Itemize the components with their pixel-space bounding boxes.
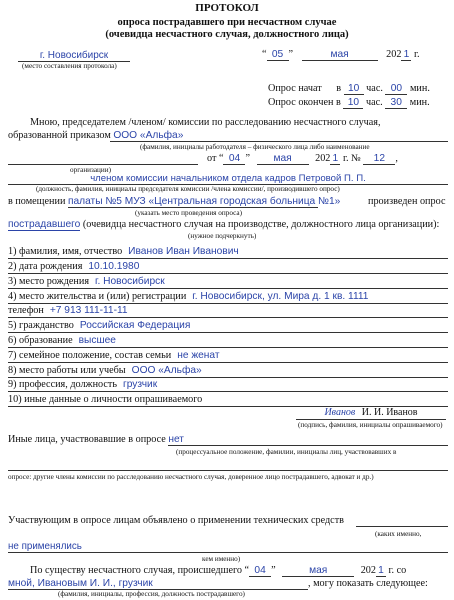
others-caption: (процессуальное положение, фамилии, инициалы лиц, участвовавших в bbox=[176, 448, 397, 456]
field-label: телефон bbox=[8, 305, 44, 316]
victim-caption: (нужное подчеркнуть) bbox=[188, 232, 257, 240]
tech-line: Участвующим в опросе лицам объявлено о применении технических средств bbox=[8, 515, 344, 526]
end-time: Опрос окончен в 10 час. 30 мин. bbox=[268, 97, 430, 108]
signature-caption: (подпись, фамилия, инициалы опрашиваемого) bbox=[298, 421, 443, 429]
org-line bbox=[8, 153, 198, 165]
field-label: 9) профессия, должность bbox=[8, 379, 118, 390]
tech-value: не применялись bbox=[8, 541, 82, 552]
field-label: 8) место работы или учебы bbox=[8, 365, 126, 376]
field-label: 7) семейное положение, состав семьи bbox=[8, 350, 172, 361]
field-row bbox=[8, 365, 448, 378]
start-time: Опрос начат в 10 час. 00 мин. bbox=[268, 83, 430, 94]
bottom-line: По существу несчастного случая, происшедшего “ 04 ” мая 202 1 г. со bbox=[30, 565, 407, 576]
field-row bbox=[8, 394, 448, 407]
org-caption: организации) bbox=[70, 166, 111, 174]
others-caption-2: опросе: другие члены комиссии по расследованию несчастного случая, доверенное лицо пострадавшего, адвокат и др.) bbox=[8, 473, 374, 481]
field-value: грузчик bbox=[123, 379, 158, 390]
field-row bbox=[8, 276, 448, 289]
order-date: от “ 04 ” мая 202 1 г. № 12 , bbox=[207, 153, 398, 164]
protocol-date: “ 05 ” мая 202 1 г. bbox=[262, 49, 420, 60]
field-label: 10) иные данные о личности опрашиваемого bbox=[8, 394, 203, 405]
room-caption: (указать место проведения опроса) bbox=[135, 209, 242, 217]
intro-line-2: образованной приказом ООО «Альфа» bbox=[8, 130, 184, 141]
field-row bbox=[8, 320, 448, 333]
member-value: членом комиссии начальником отдела кадров Петровой П. П. bbox=[8, 173, 448, 185]
field-value: не женат bbox=[177, 350, 220, 361]
field-row bbox=[8, 350, 448, 363]
field-label: 4) место жительства и (или) регистрации bbox=[8, 291, 187, 302]
others-line: Иные лица, участвовавшие в опросе нет bbox=[8, 434, 184, 445]
room-after: произведен опрос bbox=[368, 196, 446, 207]
room-line: в помещении палаты №5 МУЗ «Центральная городская больница №1» bbox=[8, 196, 341, 207]
field-value: ООО «Альфа» bbox=[131, 365, 202, 376]
field-value: 10.10.1980 bbox=[88, 261, 140, 272]
field-value: Российская Федерация bbox=[79, 320, 191, 331]
field-label: 5) гражданство bbox=[8, 320, 74, 331]
intro-caption-1: (фамилия, инициалы работодателя – физического лица либо наименование bbox=[140, 143, 370, 151]
field-label: 1) фамилия, имя, отчество bbox=[8, 246, 123, 257]
signature: Иванов bbox=[324, 407, 356, 418]
field-row bbox=[8, 246, 448, 259]
intro-line-1: Мною, председателем /членом/ комиссии по расследованию несчастного случая, bbox=[30, 117, 381, 128]
document-subtitle-2: (очевидца несчастного случая, должностного лица) bbox=[105, 29, 349, 40]
tech-caption-2: кем именно) bbox=[202, 555, 241, 563]
bottom-who-line: мной, Ивановым И. И., грузчик , могу показать следующее: bbox=[8, 578, 428, 589]
field-value: Иванов Иван Иванович bbox=[128, 246, 239, 257]
place-value: г. Новосибирск bbox=[18, 50, 130, 62]
field-row bbox=[8, 335, 448, 348]
field-label: 2) дата рождения bbox=[8, 261, 83, 272]
field-label: 3) место рождения bbox=[8, 276, 90, 287]
member-caption: (должность, фамилия, инициалы председателя комиссии /члена комиссии/, производившего опрос) bbox=[36, 185, 340, 193]
field-row bbox=[8, 261, 448, 274]
victim-line: пострадавшего (очевидца несчастного случая на производстве, должностного лица организации): bbox=[8, 219, 440, 230]
field-label: 6) образование bbox=[8, 335, 73, 346]
tech-caption: (каких именно, bbox=[375, 530, 422, 538]
field-value: +7 913 111-11-11 bbox=[49, 305, 128, 316]
document-title: ПРОТОКОЛ bbox=[195, 2, 259, 14]
bottom-caption: (фамилия, инициалы, профессия, должность пострадавшего) bbox=[58, 590, 245, 598]
document-subtitle: опроса пострадавшего при несчастном случае bbox=[117, 17, 337, 28]
field-row bbox=[8, 379, 448, 392]
field-value: г. Новосибирск, ул. Мира д. 1 кв. 1111 bbox=[192, 291, 369, 302]
signature-line: Иванов И. И. Иванов bbox=[296, 407, 446, 420]
field-row bbox=[8, 291, 448, 304]
place-caption: (место составления протокола) bbox=[22, 62, 117, 70]
field-row bbox=[8, 305, 448, 318]
field-value: высшее bbox=[78, 335, 116, 346]
field-value: г. Новосибирск bbox=[95, 276, 165, 287]
